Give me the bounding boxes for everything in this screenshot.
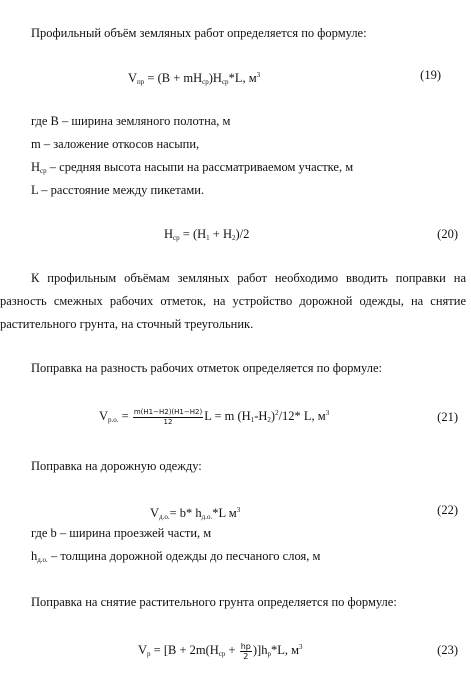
equation-number-20: (20) xyxy=(437,227,458,241)
soil-correction-intro: Поправка на снятие растительного грунта определяется по формуле: xyxy=(31,595,397,609)
equation-number-23: (23) xyxy=(437,643,458,657)
formula-19: $V_{пр} = (B + mH_{ср})H_{ср}*L$, $м^3$ xyxy=(128,71,261,86)
formula-23: $V_р = [B + 2m(H_{ср}$ + $\frac{hp}{2}$ )]$h_р*L$, $м^3$ xyxy=(138,641,303,661)
equation-number-22: (22) xyxy=(437,503,458,517)
where-line-4: L – расстояние между пикетами. xyxy=(31,183,205,197)
fraction-23: $\frac{hp}{2}$ xyxy=(240,641,251,661)
road-where-line-2: $h_{д.о.}$ – толщина дорожной одежды до песчаного слоя, м xyxy=(31,549,321,564)
where-line-1: где B – ширина земляного полотна, м xyxy=(31,114,231,128)
intro-paragraph: Профильный объём земляных работ определяется по формуле: xyxy=(31,26,367,40)
fraction-21: $\frac{m(H1-H2)(H1-H2)}{12}$ xyxy=(133,407,203,426)
diff-correction-intro: Поправка на разность рабочих отметок определяется по формуле: xyxy=(31,361,382,375)
equation-number-21: (21) xyxy=(437,410,458,424)
corrections-paragraph-line-1: К профильным объёмам земляных работ необходимо вводить поправки на xyxy=(31,271,466,285)
formula-21: $V_{р.о.}$ = $\frac{m(H1-H2)(H1-H2)}{12}$ L = m $(H_1-H_2)^2/12*$ L, $м^3$ xyxy=(99,407,330,426)
formula-20: $H_{ср} = (H_1 + H_2)/2$ xyxy=(164,227,250,242)
where-line-3: $H_{ср}$ – средняя высота насыпи на рассматриваемом участке, м xyxy=(31,160,354,175)
road-correction-intro: Поправка на дорожную одежду: xyxy=(31,459,202,473)
corrections-paragraph-line-3: растительного грунта, на сточный треугольник. xyxy=(0,317,254,331)
formula-22: $V_{д.о.}= b*$ $h_{д.о.}*L$ $м^3$ xyxy=(150,506,241,521)
road-where-line-1: где b – ширина проезжей части, м xyxy=(31,526,212,540)
corrections-paragraph-line-2: разность смежных рабочих отметок, на устройство дорожной одежды, на снятие xyxy=(0,294,466,308)
equation-number-19: (19) xyxy=(420,68,441,82)
where-line-2: m – заложение откосов насыпи, xyxy=(31,137,200,151)
